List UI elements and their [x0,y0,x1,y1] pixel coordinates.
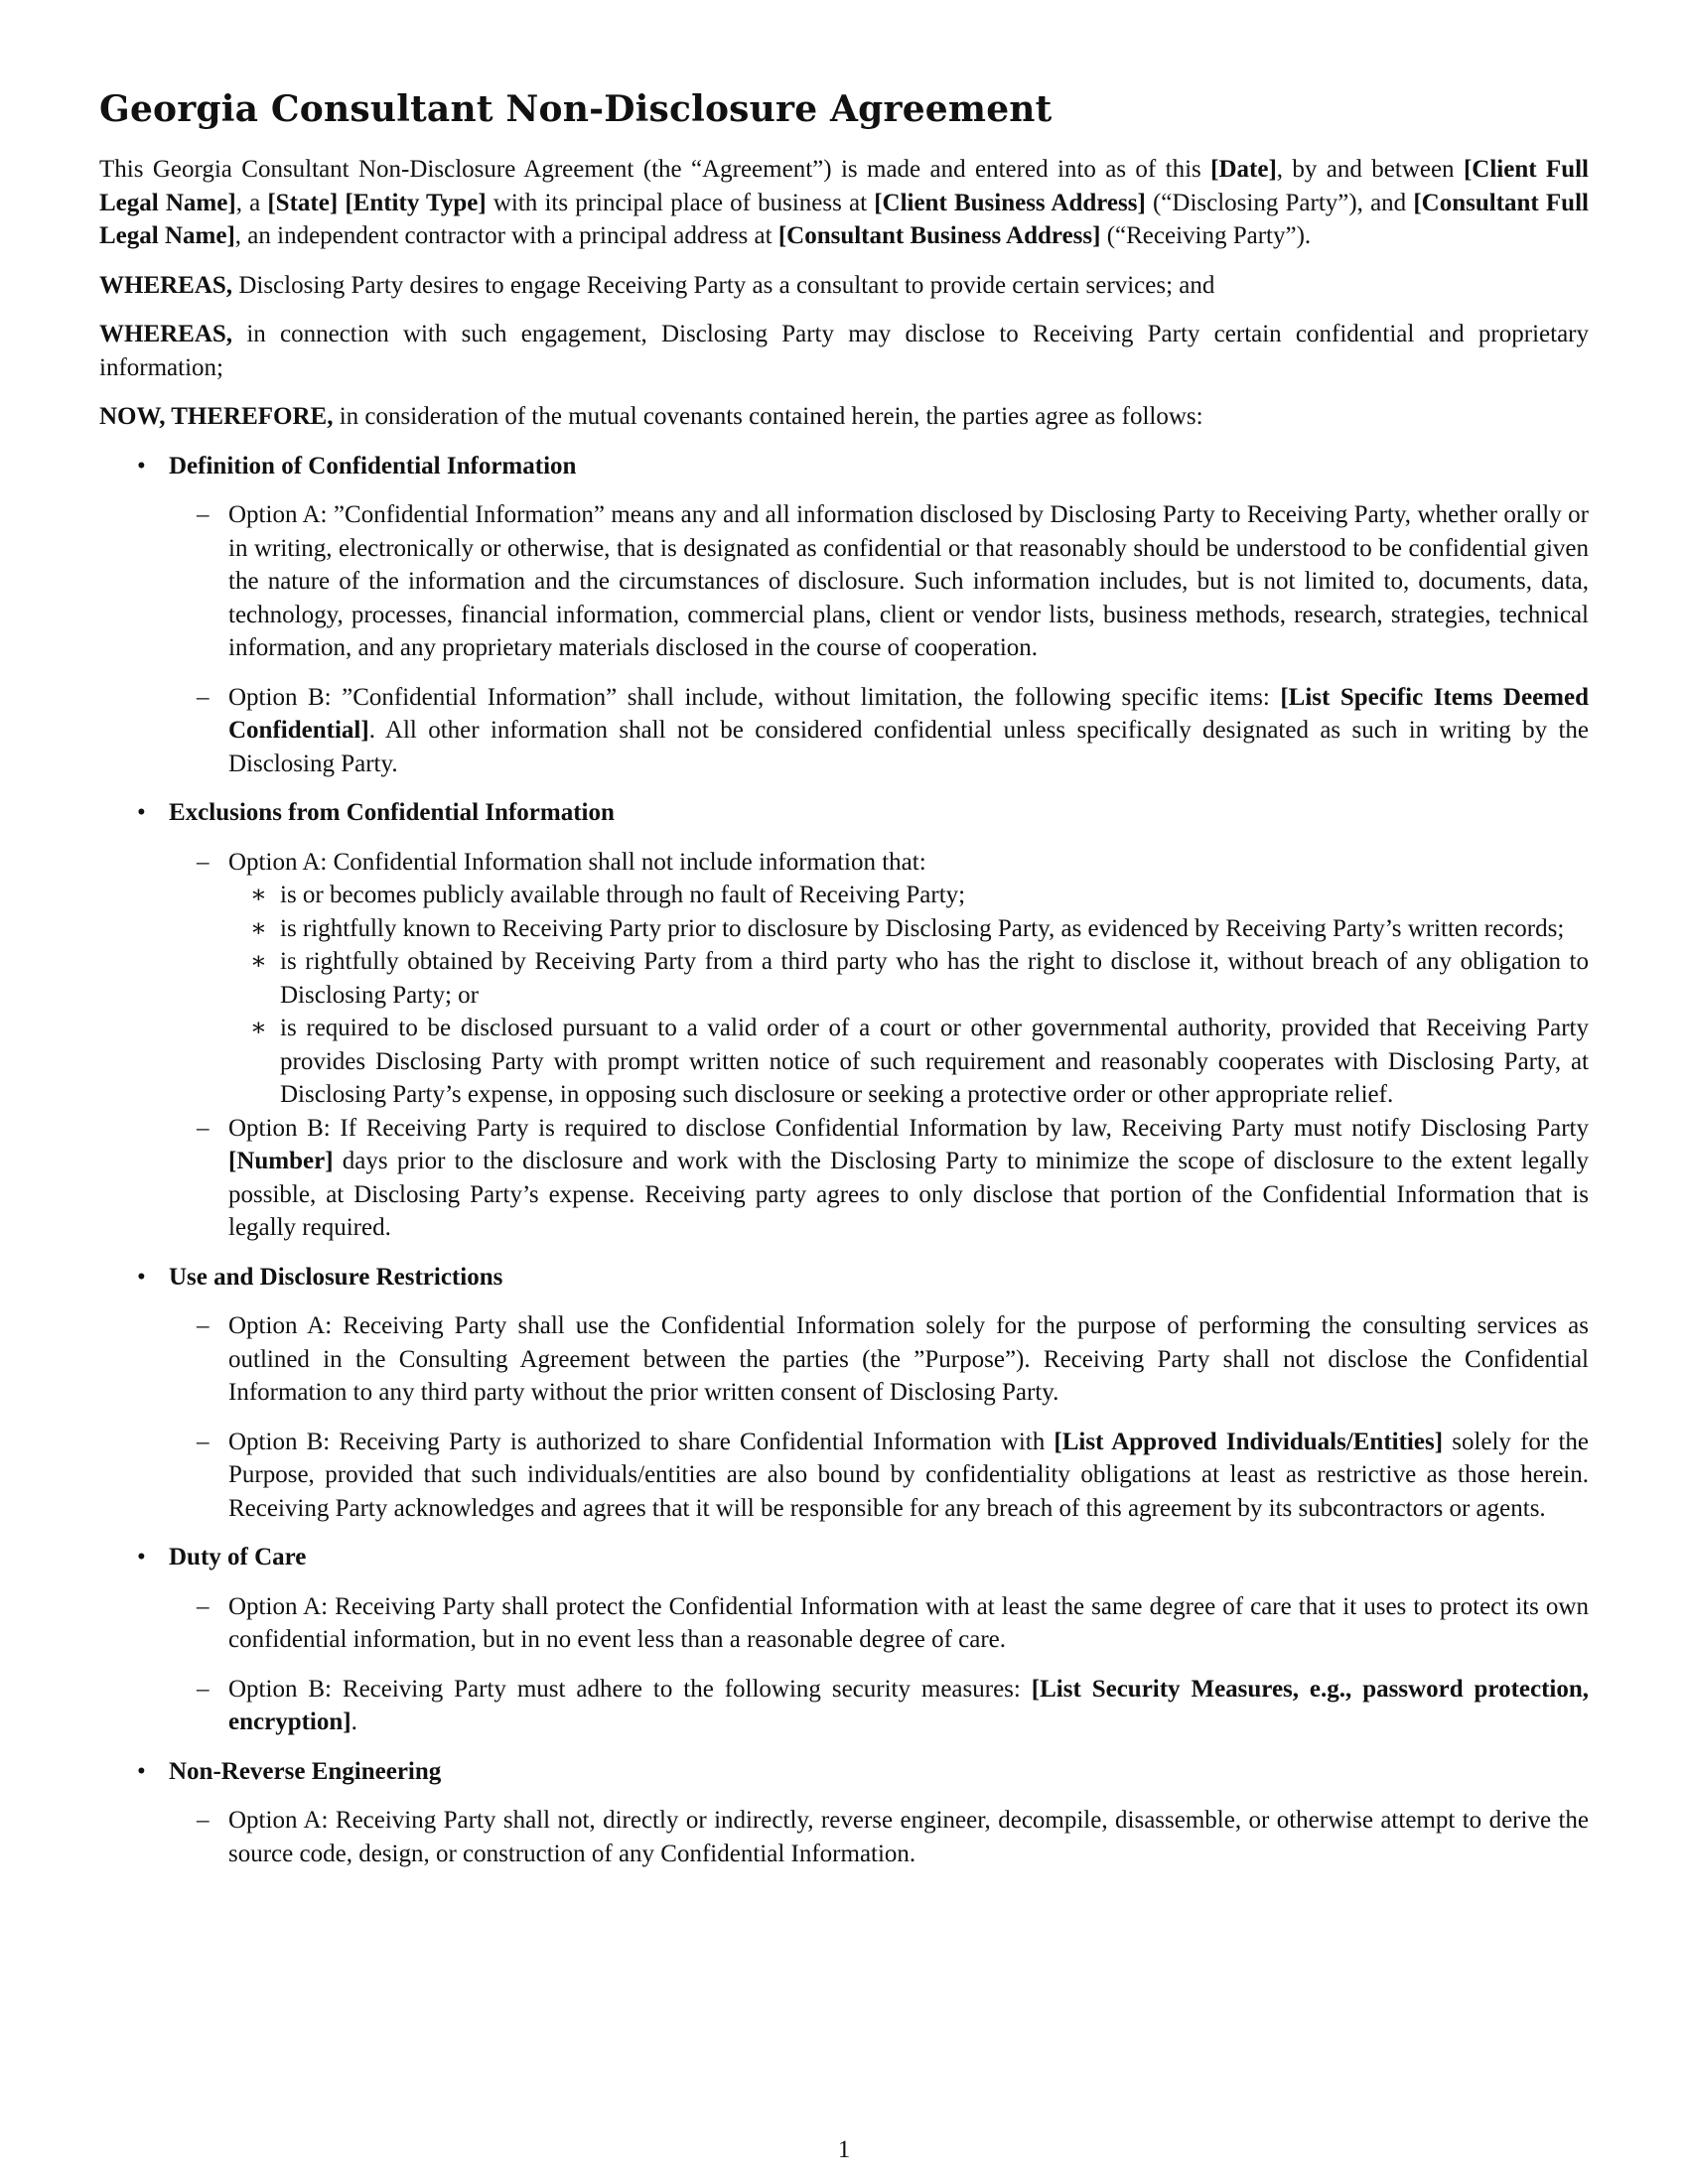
dash-icon: – [197,1114,210,1142]
option-text: . [351,1708,357,1735]
whereas-text: in connection with such engagement, Disclosing Party may disclose to Receiving Party certain confidential and proprietary information; [99,321,1589,381]
whereas-label: WHEREAS, [99,321,233,347]
section-title-text: Duty of Care [169,1544,307,1570]
option-text: Option A: Receiving Party shall use the Confidential Information solely for the purpose of performing the consulting services as outlined in the Consulting Agreement between the parties (the ”Purpose”). Receiving Party shall not disclose the Confidential Information to any third party without the prior written consent of Disclosing Party. [228,1312,1589,1406]
specific-items-placeholder: [List Specific Items Deemed Confidential] [228,683,1589,744]
option-text: Option A: ”Confidential Information” means any and all information disclosed by Disclosing Party to Receiving Party, whether orally or in writing, electronically or otherwise, that is designated as confidential or that reasonably should be understood to be confidential given the nature of the information and the circumstances of disclosure. Such information includes, but is not limited to, documents, data, technology, processes, financial information, commercial plans, client or vendor lists, business methods, research, strategies, technical information, and any proprietary materials disclosed in the course of cooperation. [228,501,1589,661]
exclusion-item [99,945,1589,1012]
option-a [99,498,1589,665]
section-title-text: Exclusions from Confidential Information [169,799,615,826]
whereas-label: WHEREAS, [99,271,233,299]
section-non-reverse-engineering [99,1755,1589,1871]
option-text: Option B: If Receiving Party is required to disclose Confidential Information by law, Receiving Party must notify Disclosing Party [228,1114,1589,1142]
dash-icon: – [197,683,210,711]
option-text: Option B: Receiving Party must adhere to the following security measures: [228,1675,1032,1703]
dash-icon: – [197,1312,210,1339]
dash-icon: – [197,848,210,876]
exclusion-item [99,1012,1589,1112]
dash-icon: – [197,1428,210,1455]
bullet-icon: • [137,452,146,479]
whereas-text: Disclosing Party desires to engage Receiving Party as a consultant to provide certain services; and [232,271,1215,299]
dash-icon: – [197,1675,210,1703]
intro-paragraph [99,153,1589,253]
page-number: 1 [837,2136,851,2163]
intro-text: (“Disclosing Party”), and [1145,189,1414,216]
state-placeholder: [State] [267,189,339,216]
option-text: . All other information shall not be considered confidential unless specifically designated as such in writing by the Disclosing Party. [228,717,1589,777]
date-placeholder: [Date] [1210,156,1277,183]
section-title [99,1541,1589,1574]
intro-text: (“Receiving Party”). [1100,222,1312,249]
number-placeholder: [Number] [228,1148,334,1174]
whereas-clause-2 [99,318,1589,384]
option-a [99,1590,1589,1657]
dash-icon: – [197,501,210,528]
now-therefore-clause [99,400,1589,434]
now-therefore-label: NOW, THEREFORE, [99,403,334,430]
exclusion-text: is required to be disclosed pursuant to a valid order of a court or other governmental authority, provided that Receiving Party provides Disclosing Party with prompt written notice of such requirement and reasonably cooperates with Disclosing Party, at Disclosing Party’s expense, in opposing such disclosure or seeking a protective order or other appropriate relief. [280,1015,1589,1108]
section-definition [99,450,1589,781]
option-text: days prior to the disclosure and work with the Disclosing Party to minimize the scope of disclosure to the extent legally possible, at Disclosing Party’s expense. Receiving party agrees to only disclose that portion of the Confidential Information that is legally required. [228,1148,1589,1241]
section-title [99,796,1589,830]
section-use-disclosure [99,1261,1589,1526]
approved-entities-placeholder: [List Approved Individuals/Entities] [1054,1428,1444,1455]
bullet-icon: • [137,799,146,826]
consultant-address-placeholder: [Consultant Business Address] [777,222,1101,249]
intro-text: This Georgia Consultant Non-Disclosure Agreement (the “Agreement”) is made and entered into as of this [99,156,1211,183]
intro-text: , a [235,189,268,216]
now-therefore-text: in consideration of the mutual covenants contained herein, the parties agree as follows: [333,403,1203,430]
option-text: solely for the Purpose, provided that such individuals/entities are also bound by confidentiality obligations at least as restrictive as those herein. Receiving Party acknowledges and agrees that it will be responsible for any breach of this agreement by its subcontractors or agents. [228,1428,1589,1522]
option-b [99,1673,1589,1739]
client-address-placeholder: [Client Business Address] [874,189,1146,216]
dash-icon: – [197,1807,210,1834]
entity-type-placeholder: [Entity Type] [345,189,487,216]
section-title-text: Definition of Confidential Information [169,452,577,479]
option-text: Option B: ”Confidential Information” shall include, without limitation, the following specific items: [228,683,1281,711]
exclusion-text: is rightfully obtained by Receiving Party from a third party who has the right to disclose it, without breach of any obligation to Disclosing Party; or [280,948,1589,1009]
option-text: Option A: Receiving Party shall protect the Confidential Information with at least the same degree of care that it uses to protect its own confidential information, but in no event less than a reasonable degree of care. [228,1592,1589,1653]
bullet-icon: • [137,1263,146,1291]
section-title [99,1755,1589,1789]
bullet-icon: • [137,1757,146,1785]
asterisk-icon: ∗ [250,948,267,975]
option-text: Option A: Confidential Information shall not include information that: [228,848,926,876]
exclusion-text: is or becomes publicly available through no fault of Receiving Party; [280,882,966,908]
intro-text: with its principal place of business at [486,189,875,216]
whereas-clause-1 [99,269,1589,303]
intro-text: , an independent contractor with a principal address at [234,222,778,249]
section-title-text: Non-Reverse Engineering [169,1757,442,1785]
section-title [99,1261,1589,1295]
asterisk-icon: ∗ [250,1015,267,1041]
intro-text: , by and between [1276,156,1464,183]
option-a [99,846,1589,880]
security-measures-placeholder: [List Security Measures, e.g., password protection, encryption] [228,1675,1590,1735]
option-b [99,1426,1589,1526]
exclusion-item [99,912,1589,946]
client-name-placeholder: [Client Full Legal Name] [99,156,1589,216]
option-b [99,681,1589,781]
dash-icon: – [197,1592,210,1620]
asterisk-icon: ∗ [250,914,267,942]
section-exclusions [99,796,1589,1245]
option-b [99,1112,1589,1245]
option-a [99,1804,1589,1870]
consultant-name-placeholder: [Consultant Full Legal Name] [99,189,1589,249]
exclusion-text: is rightfully known to Receiving Party prior to disclosure by Disclosing Party, as evidenced by Receiving Party’s written records; [280,914,1565,942]
section-title-text: Use and Disclosure Restrictions [169,1263,503,1291]
option-a [99,1309,1589,1410]
exclusion-item [99,879,1589,912]
asterisk-icon: ∗ [250,882,267,908]
document-title: Georgia Consultant Non-Disclosure Agreement [99,88,1053,130]
section-title [99,450,1589,483]
section-duty-of-care [99,1541,1589,1739]
option-text: Option A: Receiving Party shall not, directly or indirectly, reverse engineer, decompile, disassemble, or otherwise attempt to derive the source code, design, or construction of any Confidential Information. [228,1807,1589,1867]
document-page [99,87,1589,1886]
option-text: Option B: Receiving Party is authorized to share Confidential Information with [228,1428,1055,1455]
bullet-icon: • [137,1544,146,1570]
